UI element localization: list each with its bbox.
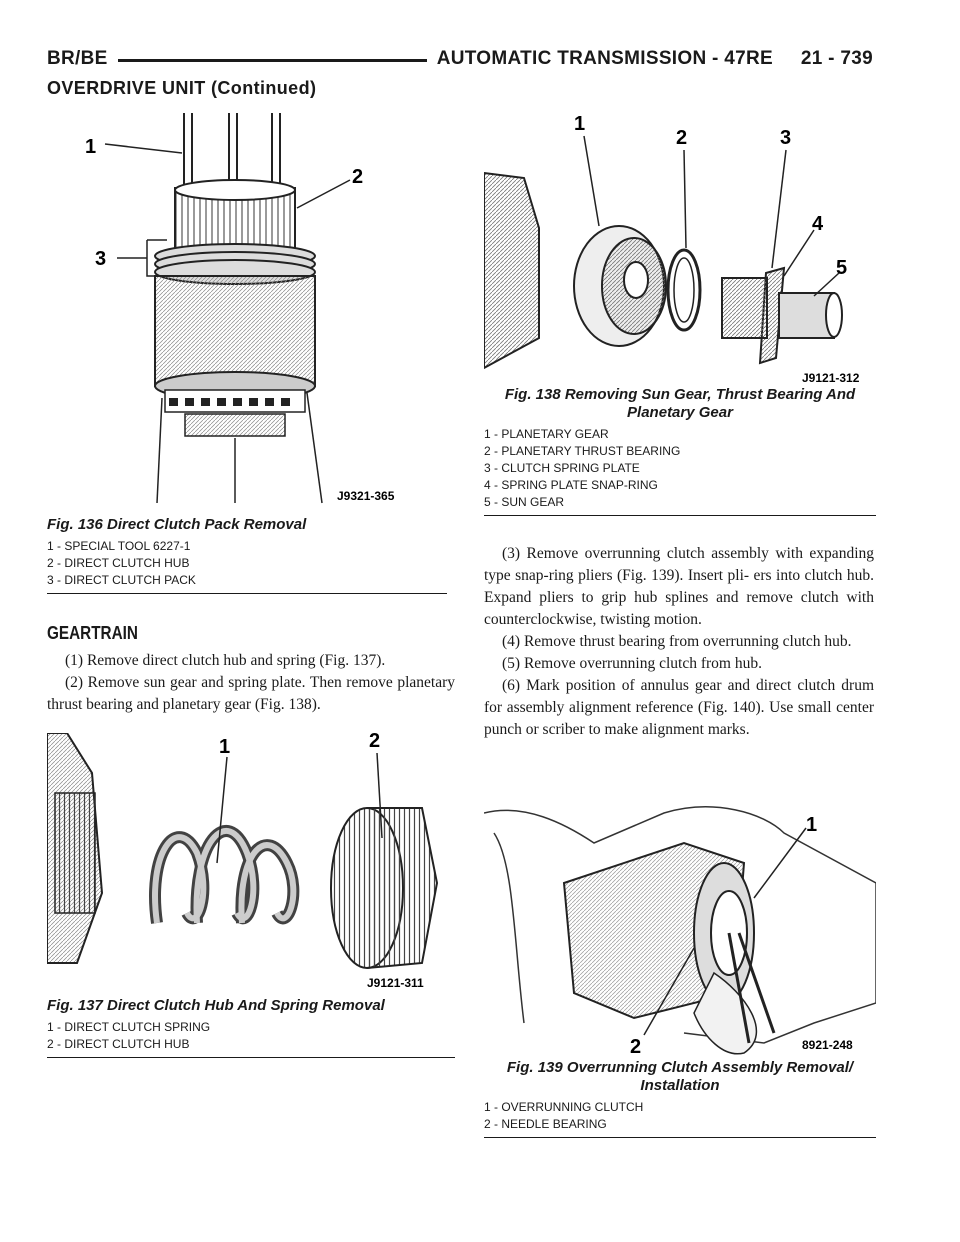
- fig138-legend: [484, 426, 876, 511]
- step-1: (1) Remove direct clutch hub and spring (Fig. 137).: [65, 652, 386, 669]
- fig136-part-number: J9321-365: [337, 489, 395, 503]
- fig139-legend: [484, 1099, 876, 1133]
- fig138-callout-4: 4: [812, 213, 824, 235]
- fig139-callout-1: 1: [806, 814, 818, 836]
- legend-item: 1 - DIRECT CLUTCH SPRING: [47, 1020, 211, 1034]
- fig138-title: Fig. 138 Removing Sun Gear, Thrust Bearing And Planetary Gear: [504, 386, 856, 421]
- legend-item: 2 - DIRECT CLUTCH HUB: [47, 1037, 190, 1051]
- fig137-callout-1: 1: [219, 736, 231, 758]
- figure-137: [47, 733, 455, 1058]
- fig137-callout-2: 2: [369, 733, 381, 752]
- fig138-callout-3: 3: [780, 127, 792, 149]
- fig137-illustration: [47, 733, 455, 997]
- legend-item: 2 - NEEDLE BEARING: [484, 1117, 607, 1131]
- fig136-callout-1: 1: [85, 136, 97, 158]
- geartrain-steps-left: [47, 650, 455, 716]
- fig138-part-number: J9121-312: [802, 371, 860, 385]
- geartrain-heading: GEARTRAIN: [47, 623, 138, 643]
- step-2: (2) Remove sun gear and spring plate. Then remove planetary thrust bearing and planetary gear (Fig. 138).: [47, 674, 455, 713]
- legend-item: 2 - DIRECT CLUTCH HUB: [47, 556, 190, 570]
- legend-item: 4 - SPRING PLATE SNAP-RING: [484, 478, 658, 492]
- fig139-callout-2: 2: [630, 1036, 642, 1058]
- fig137-part-number: J9121-311: [367, 976, 424, 990]
- step-3: (3) Remove overrunning clutch assembly with expanding type snap-ring pliers (Fig. 139). Insert pli- ers into clutch hub. Expand pliers to grip hub splines and remove clutch with counterclockwise, twisting motion.: [484, 545, 874, 628]
- fig139-rule: [484, 1137, 876, 1138]
- legend-item: 5 - SUN GEAR: [484, 495, 565, 509]
- geartrain-steps-right: [484, 543, 874, 741]
- fig136-legend: [47, 538, 447, 589]
- legend-item: 1 - PLANETARY GEAR: [484, 427, 609, 441]
- fig138-illustration: [484, 108, 876, 386]
- fig136-title: Fig. 136 Direct Clutch Pack Removal: [47, 516, 307, 533]
- figure-138: [484, 108, 876, 516]
- fig137-callouts: [219, 733, 380, 758]
- page-header: [47, 38, 873, 78]
- fig136-callout-3: 3: [95, 248, 107, 270]
- legend-item: 3 - DIRECT CLUTCH PACK: [47, 573, 196, 587]
- section-subtitle: OVERDRIVE UNIT (Continued): [47, 78, 317, 98]
- step-6: (6) Mark position of annulus gear and direct clutch drum for assembly alignment reference (Fig. 140). Use small center punch or scriber to make alignment marks.: [484, 677, 874, 738]
- legend-item: 1 - SPECIAL TOOL 6227-1: [47, 539, 191, 553]
- fig138-callout-1: 1: [574, 113, 586, 135]
- fig136-callout-2: 2: [352, 166, 364, 188]
- legend-item: 3 - CLUTCH SPRING PLATE: [484, 461, 640, 475]
- fig137-legend: [47, 1019, 455, 1053]
- fig139-part-number: 8921-248: [802, 1038, 853, 1052]
- legend-item: 2 - PLANETARY THRUST BEARING: [484, 444, 681, 458]
- header-right: AUTOMATIC TRANSMISSION - 47RE 21 - 739: [427, 48, 873, 70]
- legend-item: 1 - OVERRUNNING CLUTCH: [484, 1100, 644, 1114]
- fig136-illustration: [47, 108, 447, 516]
- step-4: (4) Remove thrust bearing from overrunning clutch hub.: [502, 633, 852, 650]
- fig138-callout-2: 2: [676, 127, 688, 149]
- fig136-rule: [47, 593, 447, 594]
- step-5: (5) Remove overrunning clutch from hub.: [502, 655, 762, 672]
- fig138-callout-5: 5: [836, 257, 848, 279]
- figure-136: [47, 108, 447, 594]
- fig137-title: Fig. 137 Direct Clutch Hub And Spring Removal: [47, 997, 385, 1014]
- figure-139: [484, 803, 876, 1138]
- fig139-illustration: [484, 803, 876, 1059]
- header-left: BR/BE: [47, 48, 118, 70]
- fig139-title: Fig. 139 Overrunning Clutch Assembly Removal/ Installation: [506, 1059, 854, 1094]
- fig137-rule: [47, 1057, 455, 1058]
- fig138-rule: [484, 515, 876, 516]
